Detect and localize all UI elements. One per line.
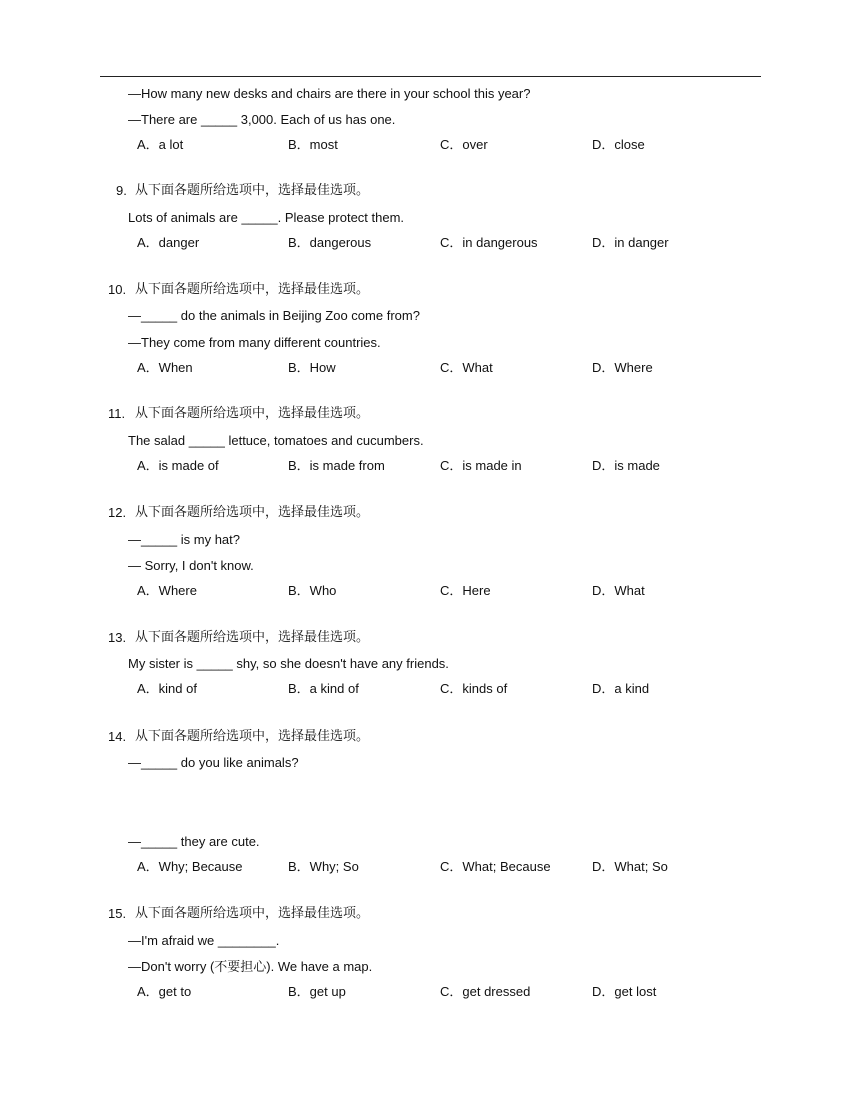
question-line: —I'm afraid we ________. (128, 933, 280, 948)
option-b[interactable]: B．a kind of (288, 681, 359, 696)
option-c[interactable]: C．is made in (440, 458, 522, 473)
question-line: —There are _____ 3,000. Each of us has one. (128, 112, 396, 127)
option-c[interactable]: C．kinds of (440, 681, 508, 696)
question-line: —_____ is my hat? (128, 532, 241, 547)
option-b[interactable]: B．Why; So (288, 859, 359, 874)
question-line: My sister is _____ shy, so she doesn't have any friends. (128, 656, 449, 671)
question-number: 11. (108, 406, 126, 421)
question-number: 12. (108, 505, 127, 520)
option-b[interactable]: B．dangerous (288, 235, 372, 250)
option-d[interactable]: D．Where (592, 360, 653, 375)
question-instruction: 从下面各题所给选项中，选择最佳选项。 (135, 906, 370, 921)
question-line: —_____ do you like animals? (128, 755, 299, 770)
question-number: 15. (108, 906, 127, 921)
option-c[interactable]: C．in dangerous (440, 235, 538, 250)
question-number: 9. (116, 183, 127, 198)
question-line: — Sorry, I don't know. (128, 558, 254, 573)
option-a[interactable]: A．When (137, 360, 193, 375)
question-instruction: 从下面各题所给选项中，选择最佳选项。 (135, 505, 370, 520)
option-a[interactable]: A．get to (137, 984, 192, 999)
question-instruction: 从下面各题所给选项中，选择最佳选项。 (135, 630, 370, 645)
option-a[interactable]: A．is made of (137, 458, 219, 473)
question-line: —_____ do the animals in Beijing Zoo come from? (128, 308, 420, 323)
option-a[interactable]: A．kind of (137, 681, 197, 696)
question-line: Lots of animals are _____. Please protect them. (128, 210, 405, 225)
option-b[interactable]: B．most (288, 137, 338, 152)
question-instruction: 从下面各题所给选项中，选择最佳选项。 (135, 183, 370, 198)
header-rule (100, 76, 761, 77)
option-b[interactable]: B．How (288, 360, 336, 375)
option-c[interactable]: C．What (440, 360, 493, 375)
question-number: 10. (108, 282, 127, 297)
option-a[interactable]: A．Why; Because (137, 859, 243, 874)
option-d[interactable]: D．What; So (592, 859, 668, 874)
option-d[interactable]: D．get lost (592, 984, 657, 999)
option-b[interactable]: B．Who (288, 583, 337, 598)
option-d[interactable]: D．close (592, 137, 645, 152)
question-number: 13. (108, 630, 127, 645)
question-line: The salad _____ lettuce, tomatoes and cucumbers. (128, 433, 424, 448)
option-c[interactable]: C．Here (440, 583, 491, 598)
question-line: —How many new desks and chairs are there in your school this year? (128, 86, 531, 101)
option-d[interactable]: D．a kind (592, 681, 650, 696)
question-number: 14. (108, 729, 127, 744)
question-instruction: 从下面各题所给选项中，选择最佳选项。 (135, 729, 370, 744)
question-instruction: 从下面各题所给选项中，选择最佳选项。 (135, 282, 370, 297)
option-b[interactable]: B．get up (288, 984, 346, 999)
question-line: —Don't worry (不要担心). We have a map. (128, 959, 373, 974)
option-d[interactable]: D．in danger (592, 235, 669, 250)
question-line: —They come from many different countries. (128, 335, 381, 350)
option-c[interactable]: C．get dressed (440, 984, 531, 999)
option-a[interactable]: A．a lot (137, 137, 184, 152)
option-d[interactable]: D．is made (592, 458, 660, 473)
option-c[interactable]: C．over (440, 137, 488, 152)
option-a[interactable]: A．Where (137, 583, 197, 598)
option-a[interactable]: A．danger (137, 235, 200, 250)
option-d[interactable]: D．What (592, 583, 645, 598)
question-line: —_____ they are cute. (128, 834, 260, 849)
question-instruction: 从下面各题所给选项中，选择最佳选项。 (135, 406, 370, 421)
option-b[interactable]: B．is made from (288, 458, 385, 473)
option-c[interactable]: C．What; Because (440, 859, 551, 874)
